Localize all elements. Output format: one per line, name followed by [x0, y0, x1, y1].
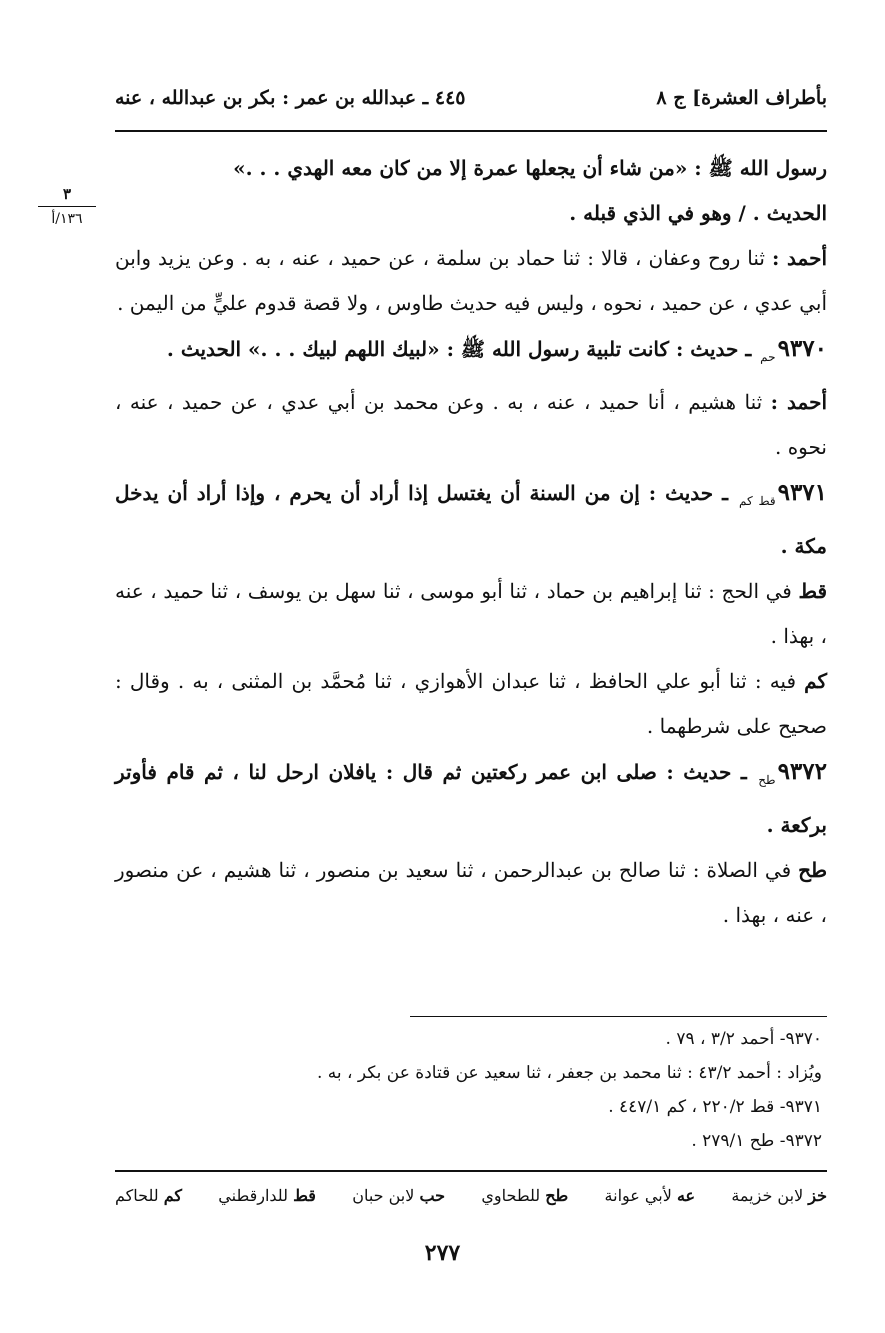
paragraph-continuation: [115, 146, 827, 236]
footnotes: [200, 1022, 822, 1158]
paragraph-ahmad-2: [115, 380, 827, 470]
footnote-line: ويُزاد : أحمد ٤٣/٢ : ثنا محمد بن جعفر ، ثنا سعيد عن قتادة عن بكر ، به .: [316, 1063, 822, 1083]
footnote-line: ٩٣٧٠- أحمد ٣/٢ ، ٧٩ .: [665, 1029, 822, 1049]
header-section-title: ٤٤٥ ـ عبدالله بن عمر : بكر بن عبدالله ، عنه: [115, 87, 466, 109]
continuation-line-2: الحديث . / وهو في الذي قبله .: [569, 201, 827, 225]
source-text: في الصلاة : ثنا صالح بن عبدالرحمن ، ثنا سعيد بن منصور ، ثنا هشيم ، عن منصور ، عنه ، بهذا .: [115, 858, 827, 927]
source-label: أحمد :: [770, 390, 828, 414]
paragraph-ahmad-1: [115, 236, 827, 326]
abbreviation-item: [481, 1186, 568, 1205]
hadith-text: ـ حديث : صلى ابن عمر ركعتين ثم قال : يافلان ارحل لنا ، ثم قام فأوتر بركعة .: [115, 760, 827, 837]
header-book-title: بأطراف العشرة] ج ٨: [656, 87, 827, 109]
abbreviation-key: [115, 1186, 827, 1205]
abbreviation-code: خز: [808, 1186, 827, 1205]
abbreviation-name: للدارقطني: [218, 1186, 288, 1205]
abbreviation-item: [605, 1186, 696, 1205]
source-label: أحمد :: [772, 246, 828, 270]
abbreviation-code: طح: [545, 1186, 569, 1205]
abbreviation-item: [218, 1186, 316, 1205]
source-text: فيه : ثنا أبو علي الحافظ ، ثنا عبدان الأهوازي ، ثنا مُحمَّد بن المثنى ، به . وقال : صحيح على شرطهما .: [115, 669, 827, 738]
abbreviation-code: حب: [419, 1186, 446, 1205]
hadith-sigla: طح: [758, 773, 776, 787]
abbreviation-item: [352, 1186, 445, 1205]
hadith-text: ـ حديث : إن من السنة أن يغتسل إذا أراد أن يحرم ، وإذا أراد أن يدخل مكة .: [115, 481, 827, 558]
source-label: طح: [798, 858, 827, 882]
hadith-sigla: حم: [760, 350, 776, 364]
source-label: كم: [804, 669, 827, 693]
abbreviation-name: للحاكم: [115, 1186, 159, 1205]
page-number: ٢٧٧: [424, 1240, 461, 1266]
source-text: ثنا روح وعفان ، قالا : ثنا حماد بن سلمة ، عن حميد ، عنه ، به . وعن يزيد وابن أبي عدي ، عن حميد ، نحوه ، وليس فيه حديث طاوس ، ولا قصة قدوم عليٍّ من اليمن .: [115, 246, 827, 315]
footnote-line: ٩٣٧١- قط ٢٢٠/٢ ، كم ٤٤٧/١ .: [608, 1097, 822, 1117]
hadith-number: ٩٣٧٠: [777, 335, 827, 362]
abbreviation-code: كم: [163, 1186, 182, 1205]
hadith-sigla: قط كم: [738, 494, 776, 508]
abbreviation-code: قط: [293, 1186, 316, 1205]
continuation-line-1: رسول الله ﷺ : «من شاء أن يجعلها عمرة إلا من كان معه الهدي . . .»: [233, 156, 827, 180]
paragraph-km: [115, 659, 827, 749]
abbreviation-code: عه: [676, 1186, 696, 1205]
abbreviation-item: [731, 1186, 827, 1205]
footnote-rule: [410, 1016, 827, 1017]
running-header: [115, 78, 827, 118]
margin-note: [38, 184, 96, 229]
hadith-text: ـ حديث : كانت تلبية رسول الله ﷺ : «لبيك اللهم لبيك . . .» الحديث .: [166, 337, 752, 361]
margin-note-bottom: ١٣٦/أ: [51, 211, 83, 227]
source-text: ثنا هشيم ، أنا حميد ، عنه ، به . وعن محمد بن أبي عدي ، عن حميد ، عنه ، نحوه .: [115, 390, 827, 459]
hadith-9371: [115, 470, 827, 569]
abbreviation-rule: [115, 1170, 827, 1172]
abbreviation-name: لابن خزيمة: [731, 1186, 804, 1205]
hadith-number: ٩٣٧١: [777, 479, 828, 506]
main-text: [115, 146, 827, 938]
abbreviation-name: للطحاوي: [481, 1186, 541, 1205]
source-label: قط: [798, 579, 827, 603]
abbreviation-name: لابن حبان: [352, 1186, 415, 1205]
footnote-line: ٩٣٧٢- طح ٢٧٩/١ .: [691, 1131, 822, 1151]
hadith-9370: [115, 326, 827, 380]
source-text: في الحج : ثنا إبراهيم بن حماد ، ثنا أبو موسى ، ثنا سهل بن يوسف ، ثنا حميد ، عنه ، بهذا .: [115, 579, 827, 648]
abbreviation-name: لأبي عوانة: [604, 1186, 672, 1205]
hadith-9372: [115, 749, 827, 848]
margin-note-top: ٣: [38, 184, 96, 207]
abbreviation-item: [115, 1186, 182, 1205]
paragraph-qt: [115, 569, 827, 659]
hadith-number: ٩٣٧٢: [777, 758, 827, 785]
header-rule: [115, 130, 827, 132]
paragraph-th: [115, 848, 827, 938]
